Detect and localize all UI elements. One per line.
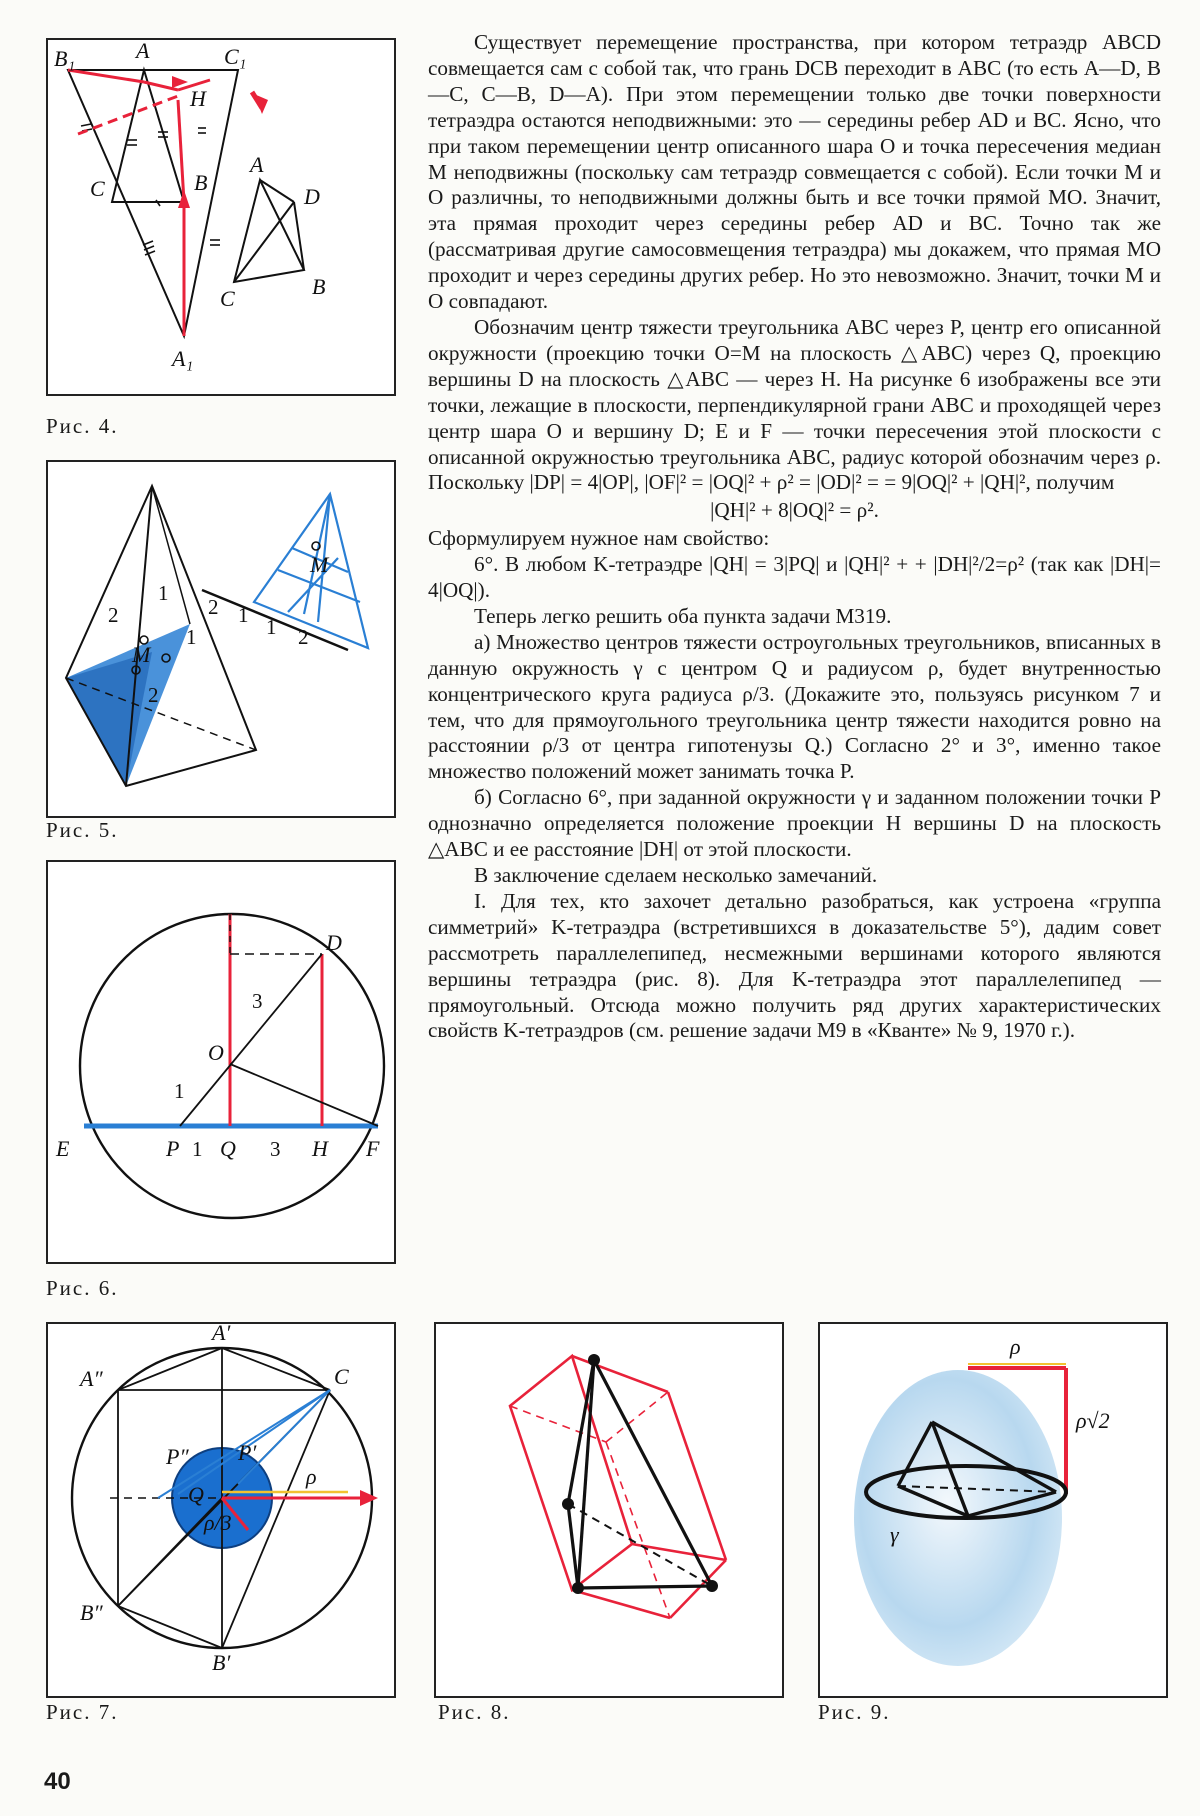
label-1-top: 1 xyxy=(158,581,169,605)
figure-5 xyxy=(46,460,396,818)
formula-qh: |QH|² + 8|OQ|² = ρ². xyxy=(710,498,879,523)
label-H: H xyxy=(312,1136,328,1161)
label-seg-2a: 2 xyxy=(208,595,219,619)
paragraph-9: I. Для тех, кто захочет детально разобраться, как устроена «группа симметрий» K-тетраэдра (встретившихся в доказательстве 5°), дадим совет рассмотреть параллелепипед, несмежными вершинами которого являются вершины тетраэдра (рис. 8). Для K-тетраэдра этот параллелепипед — прямоугольный. Отсюда можно получить ряд других характеристических свойств K-тетраэдров (см. решение задачи М9 в «Кванте» № 9, 1970 г.). xyxy=(428,888,1161,1043)
figure-6 xyxy=(46,860,396,1264)
paragraph-6: а) Множество центров тяжести остроугольных треугольников, вписанных в данную окружность γ с центром Q и радиусом ρ, будет внутренностью концентрического круга радиуса ρ/3. (Докажите это, пользуясь рисунком 7 и тем, что для прямоугольного треугольника центр тяжести находится ровно на расстоянии ρ/3 от центра гипотенузы Q.) Согласно 2° и 3°, именно такое множество положений может занимать точка P. xyxy=(428,629,1161,784)
label-C: C xyxy=(90,176,105,201)
paragraph-2: Обозначим центр тяжести треугольника ABC через P, центр его описанной окружности (проекцию точки O=M на плоскость △ABC) через Q, проекцию вершины D на плоскость △ABC — через H. На рисунке 6 изображены все эти точки, лежащие в плоскости, перпендикулярной грани ABC и проходящей через центр шара O и вершину D; E и F — точки пересечения этой плоскости с описанной окружностью треугольника ABC, радиус которой обозначим через ρ. Поскольку |DP| = 4|OP|, |OF|² = |OQ|² + ρ² = |OD|² = = 9|OQ|² + |QH|², получим xyxy=(428,314,1161,495)
figure-4-drawing xyxy=(48,40,394,394)
page-number: 40 xyxy=(44,1768,71,1795)
paragraph-5: Теперь легко решить оба пункта задачи М319. xyxy=(474,603,892,628)
label-1-left: 1 xyxy=(174,1079,185,1103)
label-D-small: D xyxy=(304,184,320,209)
label-C1: C₁ xyxy=(224,44,247,69)
label-M-big: M xyxy=(132,642,151,667)
figure-7-drawing xyxy=(48,1324,394,1696)
label-1-mid: 1 xyxy=(192,1137,203,1161)
label-gamma: γ xyxy=(890,1522,899,1547)
figure-9-caption: Рис. 9. xyxy=(818,1700,891,1724)
label-3-top: 3 xyxy=(252,989,263,1013)
label-seg-1b: 1 xyxy=(266,615,277,639)
label-O: O xyxy=(208,1040,224,1065)
label-E: E xyxy=(56,1136,70,1161)
label-P-prime: P′ xyxy=(238,1440,257,1465)
label-rho: ρ xyxy=(1010,1334,1021,1359)
figure-6-drawing xyxy=(48,862,394,1262)
article-text xyxy=(428,30,1161,1044)
label-2-bottom: 2 xyxy=(148,683,159,707)
figure-8-drawing xyxy=(436,1324,782,1696)
figure-9-drawing xyxy=(820,1324,1166,1696)
label-1-right: 1 xyxy=(186,625,197,649)
figure-7 xyxy=(46,1322,396,1698)
label-A-small: A xyxy=(250,152,264,177)
label-seg-1a: 1 xyxy=(238,603,249,627)
paragraph-7: б) Согласно 6°, при заданной окружности γ и заданном положении точки P однозначно определяется положение проекции H вершины D на плоскость △ABC и ее расстояние |DH| от этой плоскости. xyxy=(428,785,1161,862)
paragraph-3: Сформулируем нужное нам свойство: xyxy=(428,526,770,551)
figure-8 xyxy=(434,1322,784,1698)
label-seg-2b: 2 xyxy=(298,625,309,649)
label-2-left: 2 xyxy=(108,603,119,627)
figure-8-caption: Рис. 8. xyxy=(438,1700,511,1724)
label-rho-3: ρ/3 xyxy=(204,1510,232,1535)
label-rho-sqrt2: ρ√2 xyxy=(1076,1408,1110,1433)
label-C: C xyxy=(334,1364,349,1389)
label-F: F xyxy=(366,1136,380,1161)
label-M-small: M xyxy=(310,552,329,577)
label-3-bottom: 3 xyxy=(270,1137,281,1161)
label-A1: A₁ xyxy=(172,346,194,371)
label-rho: ρ xyxy=(306,1464,317,1489)
figure-7-caption: Рис. 7. xyxy=(46,1700,119,1724)
paragraph-4: 6°. В любом K-тетраэдре |QH| = 3|PQ| и |QH|² + + |DH|²/2=ρ² (так как |DH|= 4|OQ|). xyxy=(428,552,1161,603)
figure-5-caption: Рис. 5. xyxy=(46,818,119,842)
figure-4-caption: Рис. 4. xyxy=(46,414,119,438)
figure-5-drawing xyxy=(48,462,394,816)
paragraph-1: Существует перемещение пространства, при котором тетраэдр ABCD совмещается сам с собой так, что грань DCB переходит в ABC (то есть A—D, B—C, C—B, D—A). При этом перемещении только две точки поверхности тетраэдра остаются неподвижными: это — середины ребер AD и BC. Ясно, что при таком перемещении центр описанного шара O и точка пересечения медиан M неподвижны (поскольку сам тетраэдр совмещается с собой). Если точки M и O различны, то неподвижными должны быть и все точки прямой MO. Значит, эта прямая проходит через середины ребер AD и BC. Точно так же (рассматривая другие самосовмещения тетраэдра) мы докажем, что прямая MO проходит и через середины других ребер. Но это невозможно. Значит, точки M и O совпадают. xyxy=(428,30,1161,314)
label-B-double-prime: B″ xyxy=(80,1600,103,1625)
label-A: A xyxy=(136,40,150,63)
label-A-double-prime: A″ xyxy=(80,1366,103,1391)
label-H: H xyxy=(190,86,206,111)
figure-6-caption: Рис. 6. xyxy=(46,1276,119,1300)
label-A-prime: A′ xyxy=(212,1324,231,1345)
label-D: D xyxy=(326,930,342,955)
label-B-small: B xyxy=(312,274,326,299)
label-Q: Q xyxy=(220,1136,236,1161)
label-Q: Q xyxy=(188,1482,204,1507)
label-B1: B₁ xyxy=(54,46,76,71)
paragraph-8: В заключение сделаем несколько замечаний. xyxy=(474,863,878,887)
label-P-double-prime: P″ xyxy=(166,1444,189,1469)
label-P: P xyxy=(166,1136,180,1161)
label-B-prime: B′ xyxy=(212,1650,231,1675)
figure-4 xyxy=(46,38,396,396)
figure-9 xyxy=(818,1322,1168,1698)
label-B: B xyxy=(194,170,208,195)
label-C-small: C xyxy=(220,286,235,311)
